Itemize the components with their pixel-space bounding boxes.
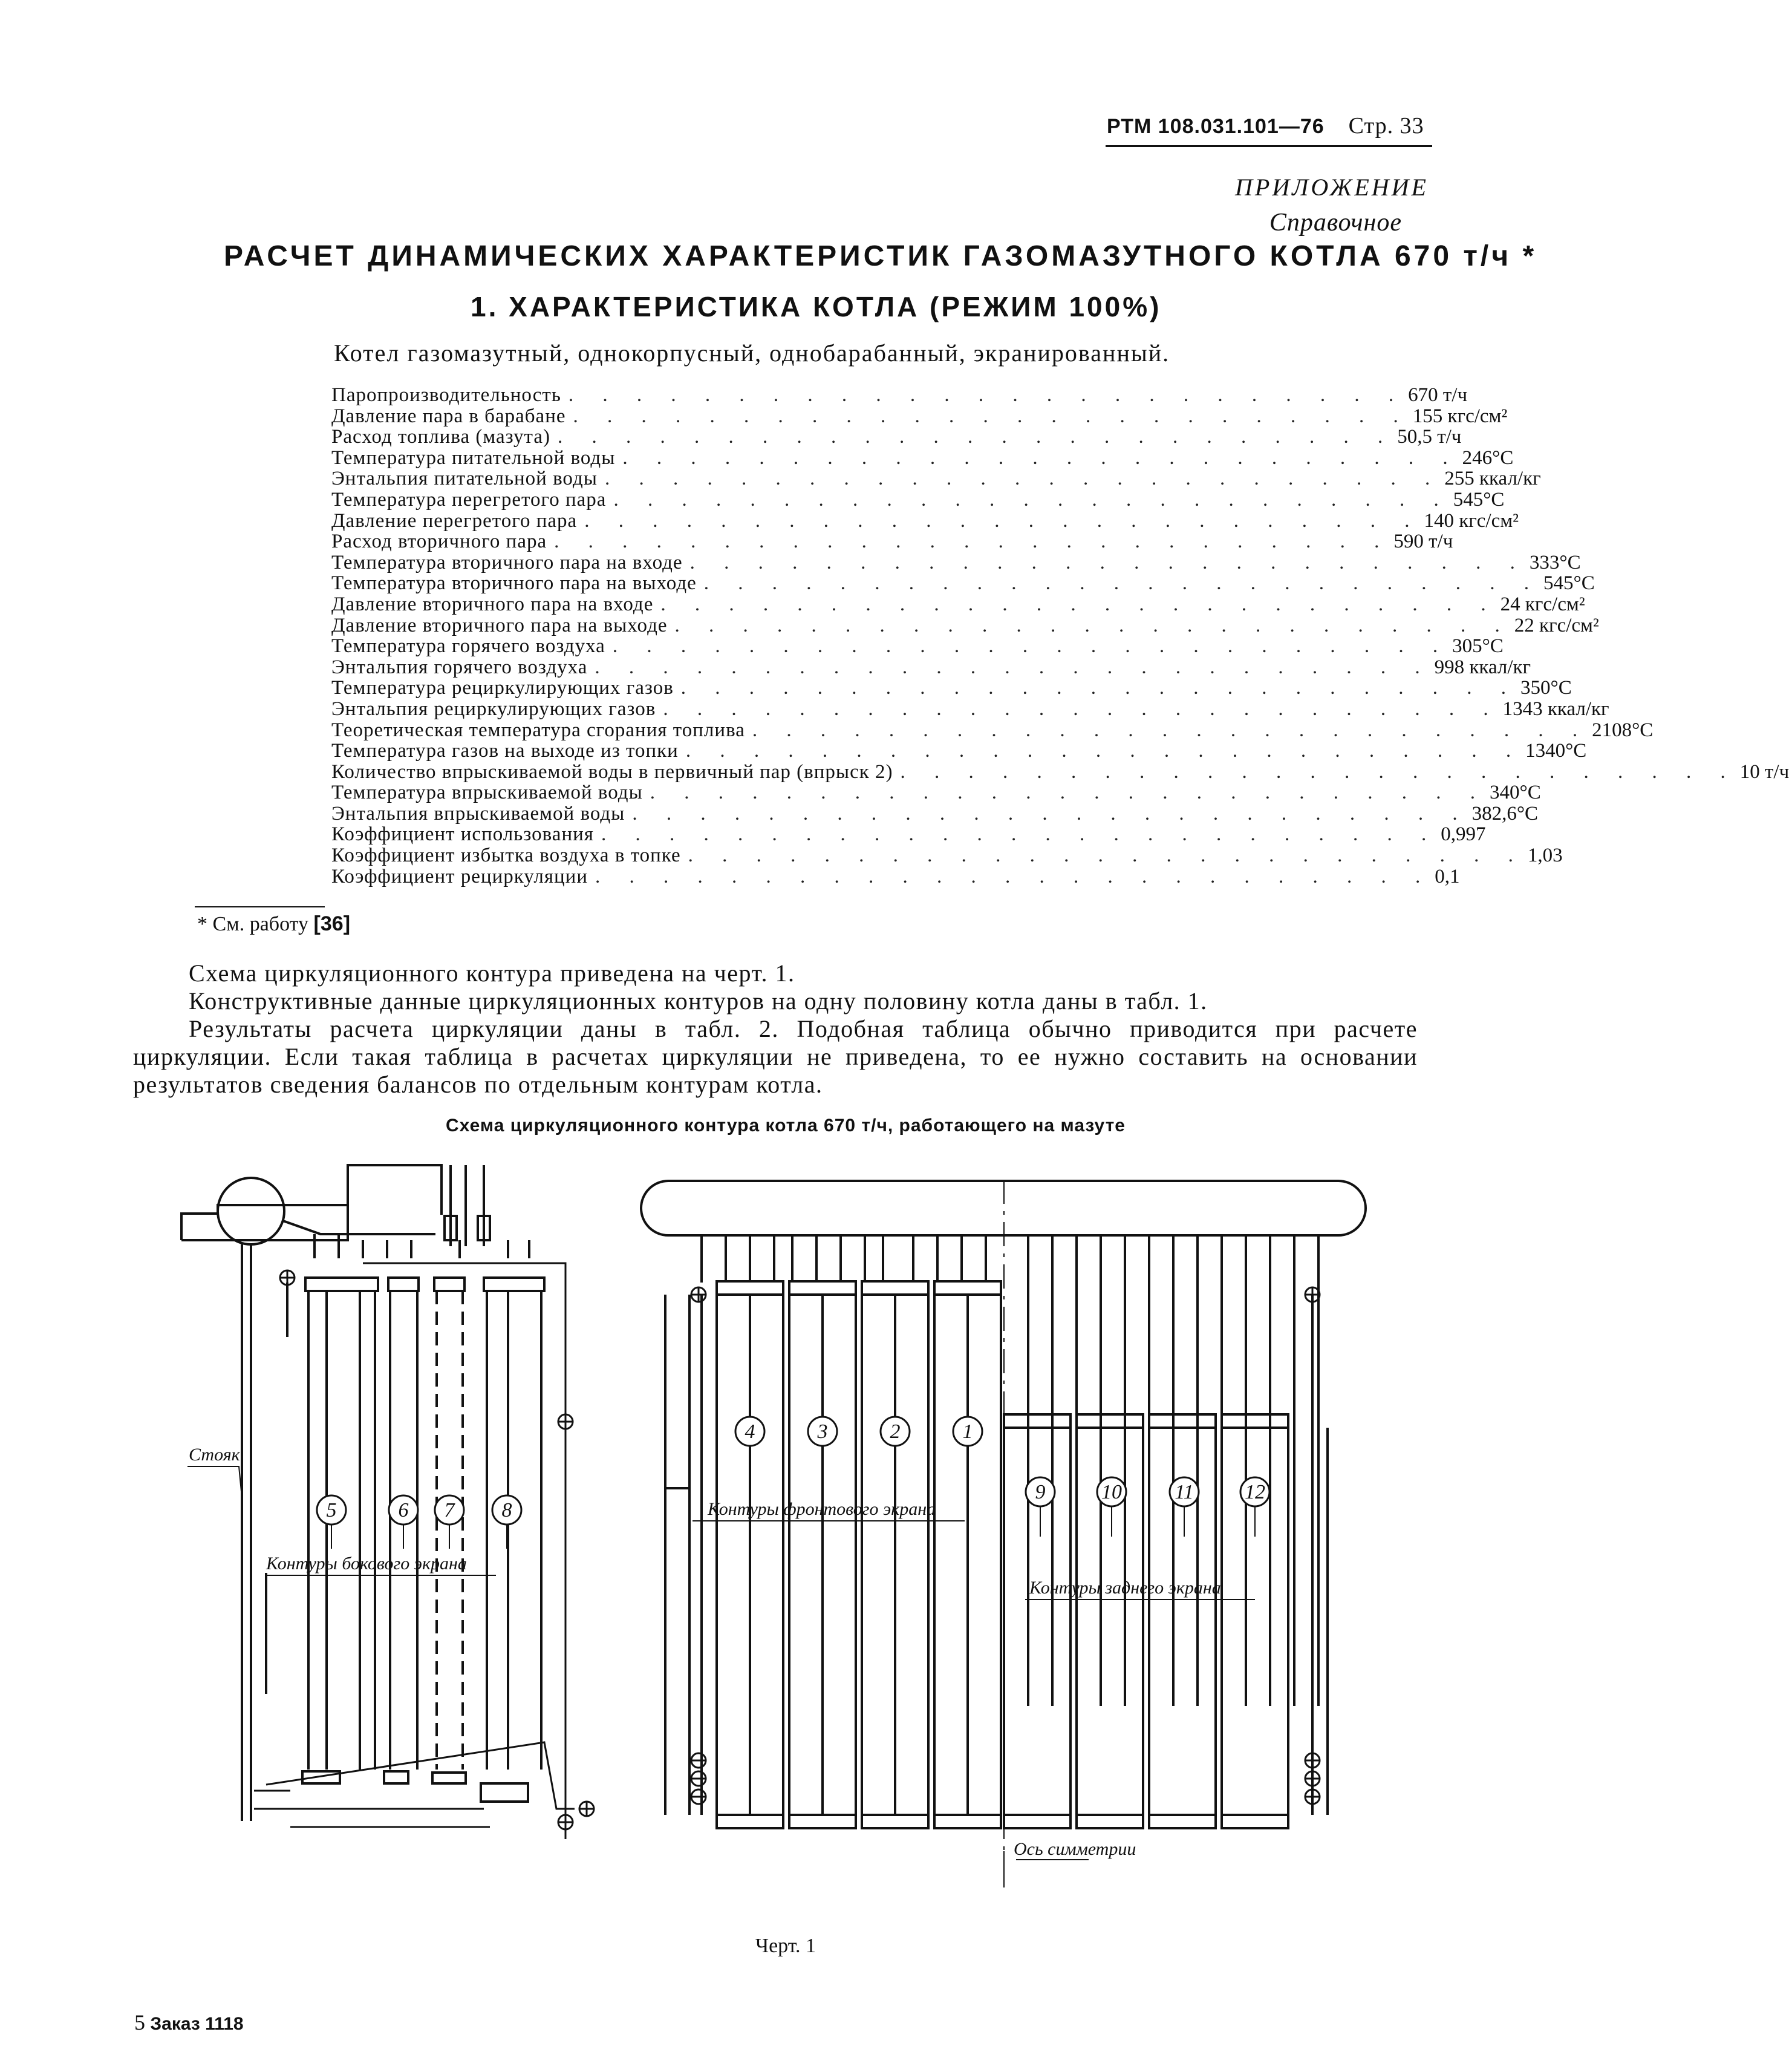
- parameter-list: [331, 384, 1789, 887]
- parameter-value: 350°С: [1520, 677, 1572, 699]
- drum: [218, 1178, 284, 1244]
- contour-number: 2: [890, 1420, 901, 1443]
- leader-dots: . . . . . . . . . . . . . . . . . . . . . . . . .: [663, 698, 1501, 720]
- parameter-row: [331, 782, 1541, 804]
- parameter-row: [331, 698, 1609, 720]
- contour-number: 7: [444, 1499, 455, 1521]
- leader-dots: . . . . . . . . . . . . . . . . . . . . . . . . .: [674, 614, 1512, 636]
- parameter-row: [331, 802, 1539, 825]
- parameter-label: Давление перегретого пара: [331, 509, 578, 532]
- parameter-label: Давление вторичного пара на входе: [331, 593, 654, 615]
- parameter-label: Энтальпия питательной воды: [331, 468, 598, 490]
- parameter-value: 333°С: [1529, 551, 1581, 574]
- circulation-diagram: [0, 1149, 1571, 1936]
- parameter-value: 1340°С: [1525, 740, 1587, 762]
- parameter-label: Энтальпия рециркулирующих газов: [331, 698, 656, 720]
- parameter-value: 140 кгс/см²: [1424, 509, 1519, 532]
- parameter-value: 590 т/ч: [1393, 531, 1453, 553]
- parameter-label: Температура впрыскиваемой воды: [331, 782, 643, 804]
- riser-label: Стояк: [189, 1445, 240, 1465]
- contour-number: 3: [817, 1420, 828, 1443]
- footnote: [197, 912, 350, 936]
- parameter-value: 0,997: [1441, 823, 1486, 846]
- parameter-label: Температура питательной воды: [331, 446, 616, 469]
- leader-dots: . . . . . . . . . . . . . . . . . . . . . . . . .: [595, 656, 1432, 678]
- contour-number: 4: [745, 1420, 755, 1443]
- parameter-label: Температура перегретого пара: [331, 488, 607, 511]
- document-code: РТМ 108.031.101—76: [1107, 115, 1325, 138]
- leader-dots: . . . . . . . . . . . . . . . . . . . . . . . . .: [612, 635, 1450, 658]
- leader-dots: . . . . . . . . . . . . . . . . . . . . . . . . .: [685, 740, 1523, 762]
- parameter-value: 998 ккал/кг: [1434, 656, 1531, 678]
- parameter-row: [331, 384, 1468, 406]
- leader-dots: . . . . . . . . . . . . . . . . . . . . . . . . .: [613, 488, 1451, 511]
- leader-dots: . . . . . . . . . . . . . . . . . . . . . . . . .: [573, 405, 1410, 427]
- leader-dots: . . . . . . . . . . . . . . . . . . . . . . . . .: [689, 551, 1527, 574]
- parameter-label: Энтальпия впрыскиваемой воды: [331, 802, 625, 825]
- leader-dots: . . . . . . . . . . . . . . . . . . . . . . . . .: [632, 802, 1470, 825]
- leader-dots: . . . . . . . . . . . . . . . . . . . . . . . . .: [622, 446, 1460, 469]
- leader-dots: . . . . . . . . . . . . . . . . . . . . . . . . .: [680, 677, 1519, 699]
- parameter-row: [331, 865, 1460, 887]
- parameter-label: Температура вторичного пара на входе: [331, 551, 683, 574]
- footnote-text: * См. работу: [197, 913, 309, 935]
- parameter-row: [331, 468, 1541, 490]
- footnote-rule: [195, 906, 325, 907]
- body-text: [133, 959, 1418, 1099]
- rear-screen-label: Контуры заднего экрана: [1029, 1578, 1221, 1598]
- parameter-label: Температура газов на выходе из топки: [331, 740, 679, 762]
- contour-number: 1: [962, 1420, 973, 1443]
- parameter-row: [331, 531, 1453, 553]
- order-number: 5: [134, 2010, 145, 2034]
- parameter-value: 545°С: [1543, 572, 1595, 595]
- parameter-value: 305°С: [1452, 635, 1504, 658]
- parameter-value: 24 кгс/см²: [1500, 593, 1585, 615]
- contour-number: 11: [1175, 1481, 1194, 1503]
- leader-dots: . . . . . . . . . . . . . . . . . . . . . . . . .: [752, 719, 1590, 741]
- parameter-row: [331, 509, 1519, 532]
- parameter-value: 670 т/ч: [1408, 384, 1468, 406]
- parameter-label: Температура горячего воздуха: [331, 635, 605, 658]
- parameter-value: 50,5 т/ч: [1397, 426, 1462, 448]
- contour-number: 9: [1035, 1481, 1046, 1503]
- parameter-row: [331, 719, 1654, 741]
- intro-text: Котел газомазутный, однокорпусный, однобарабанный, экранированный.: [334, 339, 1170, 367]
- parameter-value: 1,03: [1527, 845, 1563, 867]
- leader-dots: . . . . . . . . . . . . . . . . . . . . . . . . .: [595, 865, 1433, 887]
- parameter-value: 545°С: [1453, 488, 1505, 511]
- parameter-row: [331, 572, 1595, 595]
- leader-dots: . . . . . . . . . . . . . . . . . . . . . . . . .: [557, 426, 1395, 448]
- document-title: РАСЧЕТ ДИНАМИЧЕСКИХ ХАРАКТЕРИСТИК ГАЗОМАЗУТНОГО КОТЛА 670 т/ч *: [224, 240, 1537, 272]
- appendix-label: ПРИЛОЖЕНИЕ: [1235, 174, 1429, 201]
- contour-number: 12: [1245, 1481, 1265, 1503]
- parameter-value: 1343 ккал/кг: [1502, 698, 1609, 720]
- contour-number: 6: [398, 1499, 409, 1521]
- symmetry-axis-label: Ось симметрии: [1014, 1839, 1136, 1859]
- parameter-value: 22 кгс/см²: [1514, 614, 1599, 636]
- parameter-row: [331, 405, 1508, 427]
- figure-title: Схема циркуляционного контура котла 670 т/ч, работающего на мазуте: [446, 1116, 1126, 1136]
- parameter-row: [331, 614, 1599, 636]
- contour-number: 5: [326, 1499, 337, 1521]
- leader-dots: . . . . . . . . . . . . . . . . . . . . . . . . .: [601, 823, 1439, 846]
- parameter-label: Теоретическая температура сгорания топлива: [331, 719, 745, 741]
- parameter-value: 0,1: [1435, 865, 1460, 887]
- parameter-label: Давление пара в барабане: [331, 405, 566, 427]
- leader-dots: . . . . . . . . . . . . . . . . . . . . . . . . .: [688, 845, 1525, 867]
- paragraph: Конструктивные данные циркуляционных контуров на одну половину котла даны в табл. 1.: [189, 987, 1208, 1015]
- leader-dots: . . . . . . . . . . . . . . . . . . . . . . . . .: [584, 509, 1422, 532]
- parameter-value: 10 т/ч: [1739, 760, 1789, 783]
- front-screen-label: Контуры фронтового экрана: [708, 1499, 936, 1519]
- parameter-row: [331, 426, 1462, 448]
- parameter-value: 2108°С: [1592, 719, 1654, 741]
- parameter-label: Температура вторичного пара на выходе: [331, 572, 697, 595]
- leader-dots: . . . . . . . . . . . . . . . . . . . . . . . . .: [568, 384, 1406, 406]
- footnote-ref: [36]: [313, 912, 351, 935]
- page-number: Стр. 33: [1348, 113, 1424, 139]
- parameter-value: 246°С: [1462, 446, 1514, 469]
- parameter-row: [331, 740, 1587, 762]
- parameter-row: [331, 760, 1789, 783]
- leader-dots: . . . . . . . . . . . . . . . . . . . . . . . . .: [554, 531, 1392, 553]
- contour-number: 10: [1101, 1481, 1122, 1503]
- parameter-row: [331, 635, 1504, 658]
- order-text: Заказ 1118: [150, 2014, 244, 2034]
- parameter-label: Расход вторичного пара: [331, 531, 547, 553]
- leader-dots: . . . . . . . . . . . . . . . . . . . . . . . . .: [703, 572, 1542, 595]
- section-title: 1. ХАРАКТЕРИСТИКА КОТЛА (РЕЖИМ 100%): [471, 291, 1162, 322]
- leader-dots: . . . . . . . . . . . . . . . . . . . . . . . . .: [650, 782, 1488, 804]
- parameter-label: Коэффициент рециркуляции: [331, 865, 588, 887]
- leader-dots: . . . . . . . . . . . . . . . . . . . . . . . . .: [604, 468, 1442, 490]
- parameter-row: [331, 593, 1585, 615]
- figure-caption: Черт. 1: [755, 1935, 816, 1957]
- paragraph: Результаты расчета циркуляции даны в табл. 2. Подобная таблица обычно приводится при расчете циркуляции. Если такая таблица в расчетах циркуляции не приведена, то ее нужно составить на основании результатов сведения балансов по отдельным контурам котла.: [133, 1015, 1418, 1098]
- parameter-row: [331, 677, 1572, 699]
- page-header: [1107, 113, 1424, 139]
- side-screen-label: Контуры бокового экрана: [266, 1554, 467, 1574]
- appendix-kind: Справочное: [1269, 209, 1402, 237]
- parameter-row: [331, 551, 1581, 574]
- parameter-label: Коэффициент избытка воздуха в топке: [331, 845, 681, 867]
- parameter-label: Энтальпия горячего воздуха: [331, 656, 588, 678]
- parameter-row: [331, 446, 1514, 469]
- parameter-value: 255 ккал/кг: [1444, 468, 1541, 490]
- parameter-row: [331, 656, 1531, 678]
- parameter-label: Количество впрыскиваемой воды в первичный пар (впрыск 2): [331, 760, 893, 783]
- parameter-label: Паропроизводительность: [331, 384, 561, 406]
- paragraph: Схема циркуляционного контура приведена на черт. 1.: [189, 959, 795, 987]
- parameter-label: Расход топлива (мазута): [331, 426, 550, 448]
- parameter-row: [331, 845, 1563, 867]
- parameter-row: [331, 823, 1486, 846]
- parameter-row: [331, 488, 1505, 511]
- parameter-label: Давление вторичного пара на выходе: [331, 614, 668, 636]
- leader-dots: . . . . . . . . . . . . . . . . . . . . . . . . .: [900, 760, 1738, 783]
- parameter-value: 340°С: [1490, 782, 1541, 804]
- leader-dots: . . . . . . . . . . . . . . . . . . . . . . . . .: [660, 593, 1498, 615]
- header-rule: [1106, 145, 1432, 147]
- parameter-label: Температура рециркулирующих газов: [331, 677, 674, 699]
- order-note: [134, 2010, 244, 2035]
- parameter-value: 382,6°С: [1471, 802, 1539, 825]
- parameter-value: 155 кгс/см²: [1412, 405, 1508, 427]
- contour-number: 8: [501, 1499, 512, 1521]
- parameter-label: Коэффициент использования: [331, 823, 594, 846]
